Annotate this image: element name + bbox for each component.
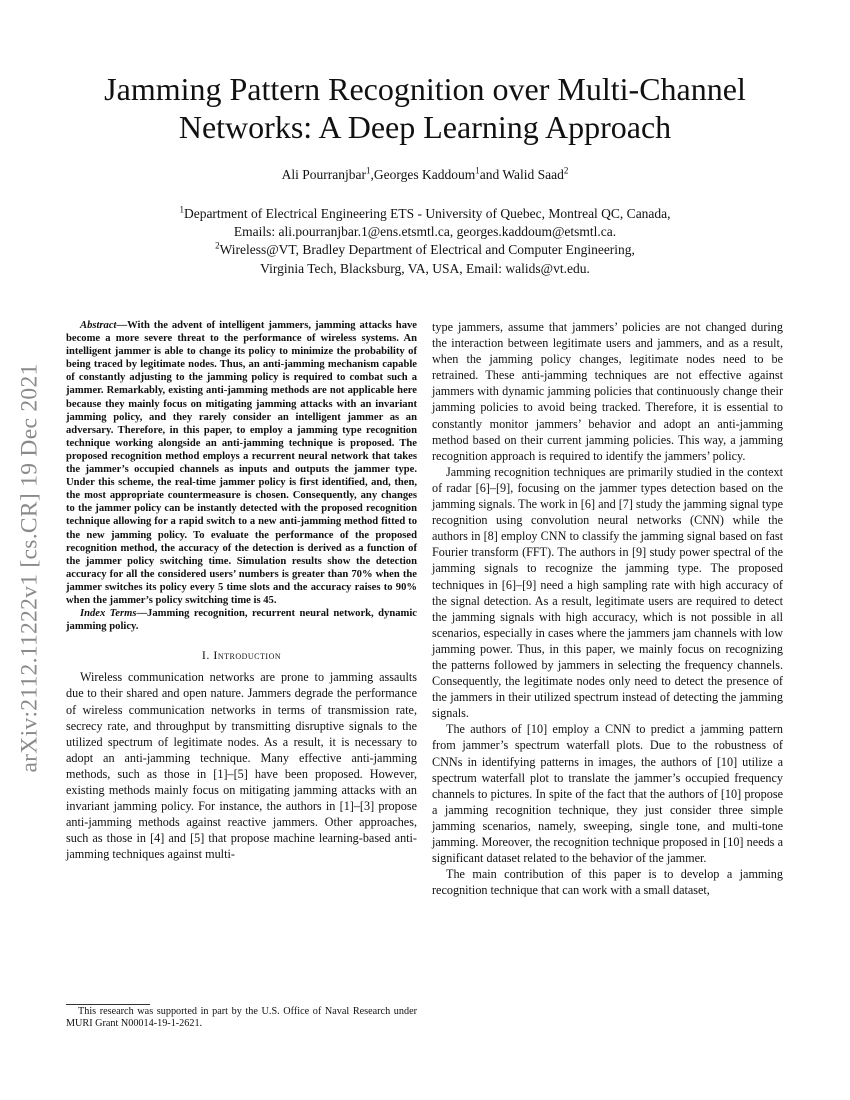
- affiliation-1-text: Department of Electrical Engineering ETS - University of Quebec, Montreal QC, Canada,: [183, 206, 671, 221]
- affiliations: [60, 205, 790, 278]
- author-2: ,Georges Kaddoum: [370, 167, 476, 182]
- right-paragraph-2: Jamming recognition techniques are primarily studied in the context of radar [6]–[9], focusing on the jammer types detection based on the jamming signals. The work in [6] and [7] study the jamming signal type recognition using convolution neural networks (CNN) while the authors in [8] employ CNN to classify the jamming signal based on fast Fourier transform (FFT). The authors in [9] study power spectral of the jamming signals to recognize the jamming type. The proposed techniques in [6]–[9] need a high sampling rate with high accuracy of the signal detection. As a result, legitimate users are required to detect the jamming signals with high accuracy, which is not possible in all scenarios, especially in cases where the jammers jam channels with low jamming power. Thus, in this paper, we mainly focus on recognizing the patterns followed by jammers in selecting the frequency channels. Consequently, the legitimate nodes only need to detect the presence of the jammers in their utilized spectrum instead of detecting the jamming signals.: [432, 464, 783, 721]
- abstract: [66, 319, 417, 607]
- right-paragraph-1: type jammers, assume that jammers’ policies are not changed during the interaction between legitimate users and jammers, and as a result, when the jamming policy changes, legitimate nodes need to be retrained. These anti-jamming techniques are not effective against jammers with dynamic jamming policies that continuously change their jamming policies to avoid being tracked. Therefore, it is essential to constantly monitor jammers’ behavior and adopt an anti-jamming method based on their current jamming policies. This way, a jamming recognition approach is required to identify the jammers’ policy.: [432, 320, 783, 463]
- arxiv-id: arXiv:2112.11222v1 [cs.CR] 19 Dec 2021: [16, 363, 43, 773]
- author-3-sup: 2: [563, 165, 569, 176]
- author-1: Ali Pourranjbar: [281, 167, 366, 182]
- index-terms-label: Index Terms: [80, 608, 137, 620]
- affiliation-line-3: [60, 241, 790, 259]
- author-2-sup: 1: [475, 165, 480, 176]
- right-paragraph-3: The authors of [10] employ a CNN to predict a jamming pattern from jammer’s spectrum waterfall plots. Due to the robustness of CNNs in identifying patterns in images, the authors of [10] utilize a spectrum waterfall plot to translate the jammer’s occupied frequency channels to pictures. In spite of the fact that the authors of [10] propose a jamming recognition technique, they just consider three simple jamming scenarios, namely, sweeping, single tone, and multi-tone jamming. Moreover, the recognition technique proposed in [10] needs a significant dataset related to the behavior of the jammer.: [432, 722, 783, 866]
- abstract-text: —With the advent of intelligent jammers, jamming attacks have become a more severe threat to the performance of wireless systems. An intelligent jammer is able to change its policy to minimize the probability of being traced by legitimate nodes. Thus, an anti-jamming mechanism capable of constantly adjusting to the jamming policy is required to combat such a jammer. Remarkably, existing anti-jamming methods are not applicable here because they mainly focus on mitigating jamming attacks with an invariant jamming policy, and they rarely consider an intelligent jammer as an adversary. Therefore, in this paper, to employ a jamming type recognition technique working alongside an anti-jamming technique is proposed. The proposed recognition method employs a recurrent neural network that takes the jammer’s occupied channels as inputs and outputs the jammer type. Under this scheme, the real-time jammer policy is first identified, and, then, the most appropriate countermeasure is chosen. Consequently, any changes to the jammer policy can be instantly detected with the proposed recognition technique allowing for a rapid switch to a new anti-jamming method fitted to the new jamming policy. To evaluate the performance of the proposed recognition method, the accuracy of the detection is derived as a function of the jammer policy switching time. Simulation results show the detection accuracy for all the considered users’ numbers is greater than 70% when the jammer switches its policy every 5 time slots and the accuracy raises to 90% when the jammer’s policy switching time is 45.: [66, 320, 417, 606]
- affiliation-line-2: Emails: ali.pourranjbar.1@ens.etsmtl.ca, georges.kaddoum@etsmtl.ca.: [233, 224, 617, 240]
- intro-paragraph-1: Wireless communication networks are prone to jamming assaults due to their shared and open nature. Jammers degrade the performance of wireless communication networks in terms of transmission rate, secrecy rate, and throughput by transmitting disruptive signals to the utilized spectrum of legitimate nodes. As a result, it is necessary to adopt an anti-jamming technique. Many effective anti-jamming methods, such as those in [1]–[5] have been proposed. However, existing methods mainly focus on mitigating jamming attacks with an invariant jamming policy. For instance, the authors in [1]–[3] propose anti-jamming methods against reactive jammers. Other approaches, such as those in [4] and [5] that propose machine learning-based anti-jamming techniques against multi-: [66, 670, 417, 862]
- footnote: This research was supported in part by the U.S. Office of Naval Research under MURI Grant N00014-19-1-2621.: [66, 1006, 417, 1030]
- index-terms: [66, 607, 417, 633]
- right-column: [432, 319, 783, 898]
- paper-title: Jamming Pattern Recognition over Multi-Channel Networks: A Deep Learning Approach: [104, 71, 746, 145]
- affiliation-2-text: Wireless@VT, Bradley Department of Electrical and Computer Engineering,: [219, 242, 635, 258]
- footnote-rule: [66, 1004, 150, 1005]
- abstract-label: Abstract: [80, 320, 117, 331]
- author-list: [60, 166, 790, 184]
- author-1-sup: 1: [365, 165, 371, 176]
- right-paragraph-4: The main contribution of this paper is to develop a jamming recognition technique that can work with a small dataset,: [432, 867, 783, 898]
- index-terms-text: —Jamming recognition, recurrent neural network, dynamic jamming policy.: [66, 608, 417, 633]
- section-heading-introduction: I. Introduction: [201, 648, 282, 663]
- affiliation-1-sup: 1: [179, 204, 184, 215]
- affiliation-line-1: [60, 205, 790, 223]
- left-column: [66, 319, 417, 862]
- affiliation-2-sup: 2: [215, 240, 220, 251]
- affiliation-line-4: Virginia Tech, Blacksburg, VA, USA, Email: walids@vt.edu.: [260, 260, 590, 276]
- arxiv-sidebar: [10, 293, 50, 843]
- author-3: and Walid Saad: [479, 167, 564, 182]
